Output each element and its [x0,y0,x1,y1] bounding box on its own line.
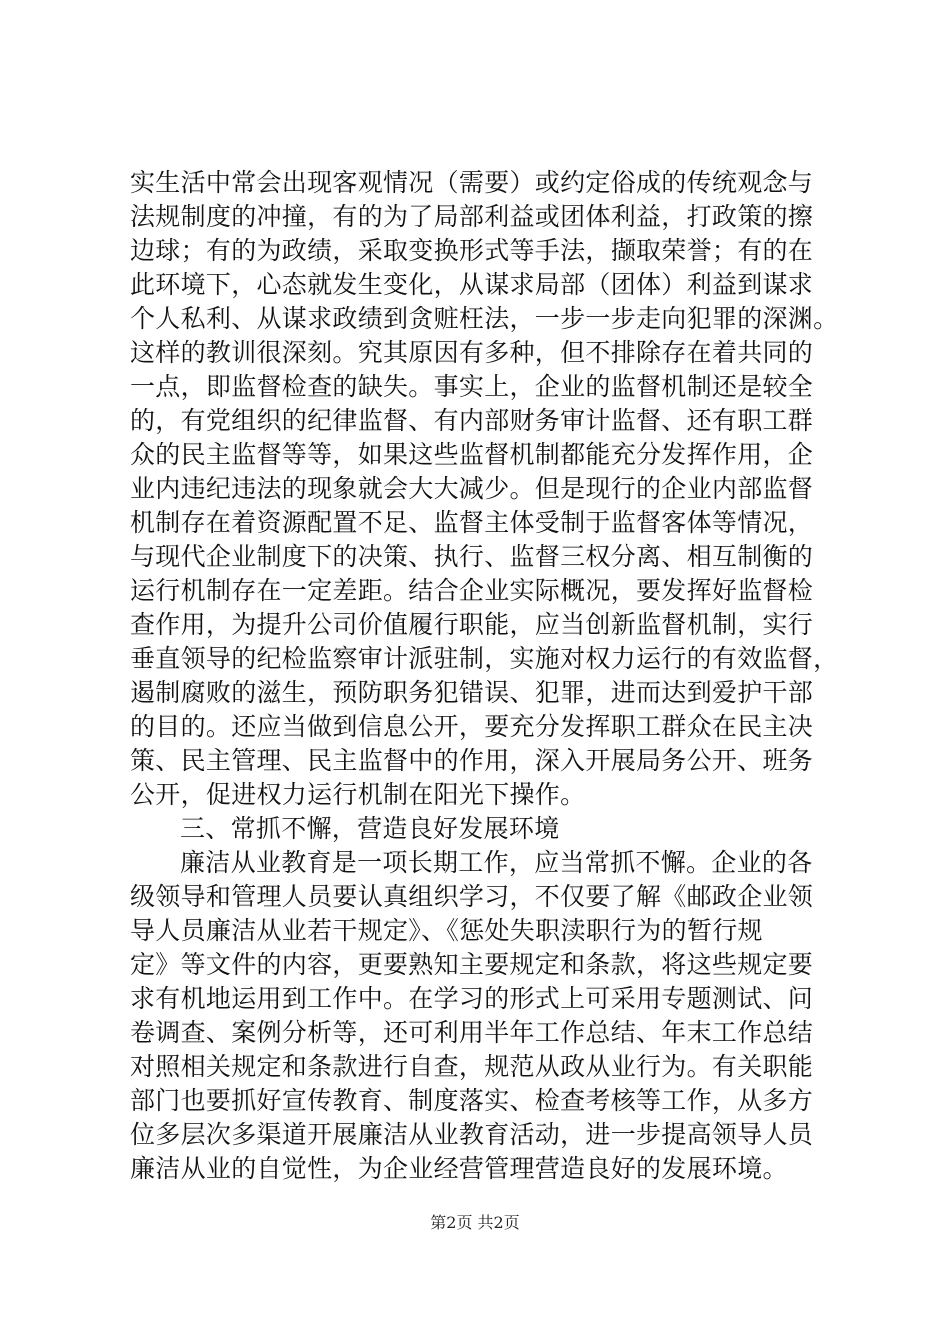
text-line: 策、民主管理、民主监督中的作用，深入开展局务公开、班务 [130,746,814,775]
text-line: 此环境下，心态就发生变化，从谋求局部（团体）利益到谋求 [130,270,814,299]
text-line: 位多层次多渠道开展廉洁从业教育活动，进一步提高领导人员 [130,1120,814,1149]
text-line: 机制存在着资源配置不足、监督主体受制于监督客体等情况， [130,508,814,537]
text-line: 的，有党组织的纪律监督、有内部财务审计监督、还有职工群 [130,406,814,435]
text-line: 法规制度的冲撞，有的为了局部利益或团体利益，打政策的擦 [130,202,814,231]
text-line: 级领导和管理人员要认真组织学习，不仅要了解《邮政企业领 [130,882,814,911]
text-line: 这样的教训很深刻。究其原因有多种，但不排除存在着共同的 [130,338,814,367]
text-line: 查作用，为提升公司价值履行职能，应当创新监督机制，实行 [130,610,814,639]
text-line: 导人员廉洁从业若干规定》、《惩处失职渎职行为的暂行规 [130,916,763,945]
text-line: 廉洁从业的自觉性，为企业经营管理营造良好的发展环境。 [130,1154,788,1183]
text-line: 的目的。还应当做到信息公开，要充分发挥职工群众在民主决 [130,712,814,741]
text-line: 公开，促进权力运行机制在阳光下操作。 [130,780,586,809]
text-line: 个人私利、从谋求政绩到贪赃枉法，一步一步走向犯罪的深渊。 [130,304,839,333]
text-line: 一点，即监督检查的缺失。事实上，企业的监督机制还是较全 [130,372,814,401]
text-line: 与现代企业制度下的决策、执行、监督三权分离、相互制衡的 [130,542,814,571]
page-footer: 第2页 共2页 [430,1213,520,1232]
text-line: 实生活中常会出现客观情况（需要）或约定俗成的传统观念与 [130,168,814,197]
text-line: 卷调查、案例分析等，还可利用半年工作总结、年末工作总结 [130,1018,814,1047]
text-line: 部门也要抓好宣传教育、制度落实、检查考核等工作，从多方 [130,1086,814,1115]
text-line: 定》等文件的内容，更要熟知主要规定和条款，将这些规定要 [130,950,814,979]
text-line: 求有机地运用到工作中。在学习的形式上可采用专题测试、问 [130,984,814,1013]
text-line: 边球；有的为政绩，采取变换形式等手法，撷取荣誉；有的在 [130,236,814,265]
text-line: 遏制腐败的滋生，预防职务犯错误、犯罪，进而达到爱护干部 [130,678,814,707]
text-line: 运行机制存在一定差距。结合企业实际概况，要发挥好监督检 [130,576,814,605]
text-line: 垂直领导的纪检监察审计派驻制，实施对权力运行的有效监督， [130,644,839,673]
text-line: 众的民主监督等等，如果这些监督机制都能充分发挥作用，企 [130,440,814,469]
paragraph-first-line: 廉洁从业教育是一项长期工作，应当常抓不懈。企业的各 [180,848,813,877]
text-line: 对照相关规定和条款进行自查，规范从政从业行为。有关职能 [130,1052,814,1081]
text-line: 业内违纪违法的现象就会大大减少。但是现行的企业内部监督 [130,474,814,503]
section-heading: 三、常抓不懈，营造良好发展环境 [180,814,560,843]
document-body [130,166,850,1186]
